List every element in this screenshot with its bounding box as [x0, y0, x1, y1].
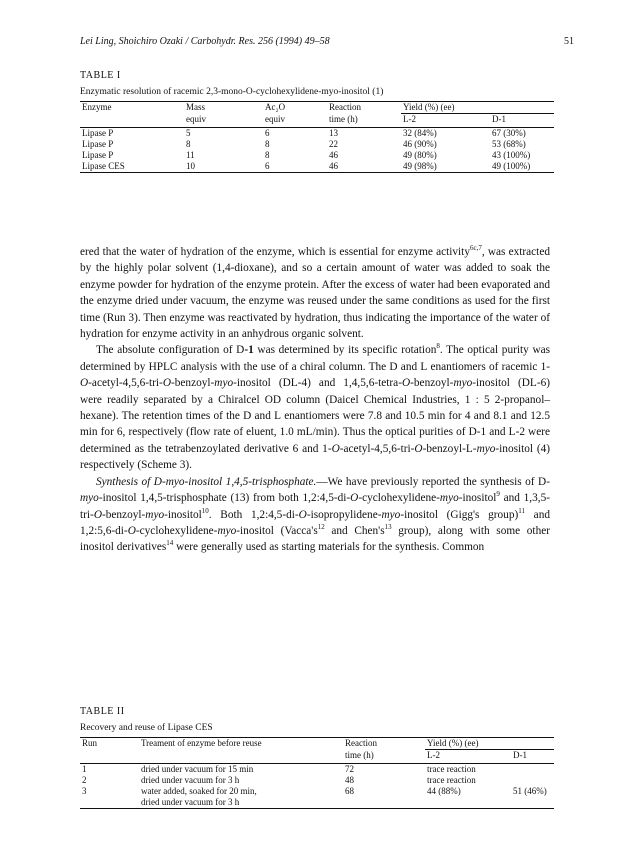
th-l2: L-2	[425, 750, 511, 762]
page-number: 51	[564, 36, 574, 47]
paragraph-1: ered that the water of hydration of the enzyme, which is essential for enzyme activity$^{6c,7}$, was extracted by the highly polar solvent (1,4-dioxane), and so a certain amount of water was added to soak the enzyme powder for hydration of the enzyme protein. After the excess of water had been evaporated and the enzyme dried under vacuum, the enzyme was reused under the same conditions as used for the first time (Run 3). Then enzyme was reactivated by hydration, thus indicating the importance of the water of hydration for enzyme activity in an anhydrous organic solvent.	[80, 244, 550, 341]
running-head	[80, 36, 574, 47]
table-row: 1 dried under vacuum for 15 min 72 trace reaction	[82, 764, 476, 774]
table-2-grid	[80, 737, 554, 809]
table-row: Lipase P 5 6 13 32 (84%) 67 (30%)	[82, 128, 526, 138]
th-ac2o-unit: equiv	[265, 113, 285, 124]
table-row: 2 dried under vacuum for 3 h 48 trace reaction	[82, 775, 476, 785]
table-row: Lipase P 11 8 46 49 (80%) 43 (100%)	[82, 150, 531, 160]
table-1-label: TABLE I	[80, 70, 121, 81]
table-2-caption: Recovery and reuse of Lipase CES	[80, 723, 213, 733]
th-run: Run	[82, 738, 98, 748]
th-mass-unit: equiv	[186, 113, 206, 124]
running-head-authors: Lei Ling, Shoichiro Ozaki / Carbohydr. Res. 256 (1994) 49–58	[80, 36, 330, 47]
body-text	[80, 244, 550, 556]
th-reaction-unit: time (h)	[345, 749, 374, 760]
paragraph-2: The absolute configuration of D-1 was determined by its specific rotation$^8$. The optical purity was determined by HPLC analysis with the use of a chiral column. The D and L enantiomers of racemic 1-O-acetyl-4,5,6-tri-O-benzoyl-myo-inositol (DL-4) and 1,4,5,6-tetra-O-benzoyl-myo-inositol (DL-6) were readily separated by a Chiralcel OD column (Daicel Chemical Industries, 1 : 5 2-propanol–hexane). The retention times of the D and L enantiomers were 7.8 and 10.5 min for 4 and 8.1 and 12.5 min for 6, respectively (flow rate of eluent, 1.0 mL/min). Thus the optical purities of D-1 and L-2 were determined as the tetrabenzoylated derivative 6 and 1-O-acetyl-4,5,6-tri-O-benzoyl-L-myo-inositol (4) respectively (Scheme 3).	[80, 342, 551, 472]
table-row: Lipase P 8 8 22 46 (90%) 53 (68%)	[82, 139, 526, 149]
table-row: dried under vacuum for 3 h	[80, 797, 554, 809]
th-d1: D-1	[490, 114, 554, 126]
table-1-caption: Enzymatic resolution of racemic 2,3-mono-O-cyclohexylidene-myo-inositol (1)	[80, 87, 384, 97]
table-2	[80, 706, 554, 809]
th-mass: Mass	[186, 102, 206, 112]
th-enzyme: Enzyme	[82, 102, 112, 112]
table-row: Lipase CES 10 6 46 49 (98%) 49 (100%)	[80, 161, 554, 173]
table-2-label: TABLE II	[80, 706, 125, 717]
table-1	[80, 70, 554, 173]
th-yield: Yield (%) (ee)	[427, 738, 479, 748]
th-l2: L-2	[401, 114, 490, 126]
th-treatment: Treament of enzyme before reuse	[141, 738, 262, 748]
th-reaction: Reaction	[329, 102, 361, 112]
th-yield: Yield (%) (ee)	[403, 102, 455, 112]
th-ac2o: Ac₂O	[265, 102, 286, 112]
table-row: 3 water added, soaked for 20 min, 68 44 (88%) 51 (46%)	[82, 786, 547, 796]
th-reaction-unit: time (h)	[329, 113, 358, 124]
paragraph-3: Synthesis of D-myo-inositol 1,4,5-trisphosphate.—We have previously reported the synthesis of D-myo-inositol 1,4,5-trisphosphate (13) from both 1,2:4,5-di-O-cyclohexylidene-myo-inositol$^9$ and 1,3,5-tri-O-benzoyl-myo-inositol$^{10}$. Both 1,2:4,5-di-O-isopropylidene-myo-inositol (Gigg's group)$^{11}$ and 1,2:5,6-di-O-cyclohexylidene-myo-inositol ($Vacca's^{12}$ and $Chen's^{13}$ group), along with some other inositol derivatives$^{14}$ were generally used as starting materials for the synthesis. Common	[80, 475, 550, 554]
table-1-grid	[80, 101, 554, 173]
th-reaction: Reaction	[345, 738, 377, 748]
th-d1: D-1	[511, 750, 554, 762]
